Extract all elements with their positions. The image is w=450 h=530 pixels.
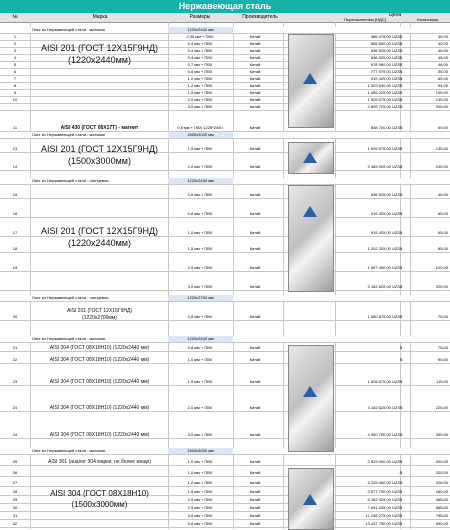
row-maker: Китай [249,284,261,289]
table-row [0,97,450,104]
row-number: 16 [12,211,18,216]
row-stock: 565,00 [435,505,448,510]
section-label: Лист из Нержавеющей стали - матовая [32,448,105,453]
row-stock: 65,00 [437,211,448,216]
row-maker: Китай [249,357,261,362]
row-number: 8 [13,83,17,88]
row-maker: Китай [249,345,261,350]
row-maker: Китай [249,62,261,67]
row-size: 0,6 мм + ПВХ [187,192,213,197]
brand-logo-icon [303,494,317,505]
section-size: 1220x2700 мм [168,295,233,301]
row-currency: $ [400,480,403,485]
row-stock: 75,00 [437,314,448,319]
row-stock: 65,00 [437,230,448,235]
row-number: 26 [12,470,18,475]
row-price: 636 525,00 UZS [370,192,400,197]
row-currency: $ [400,125,403,130]
section-size: 1220x2440 мм [168,336,233,342]
row-price: 7 991 925,00 UZS [367,505,400,510]
row-size: 3,0 мм + ПВХ [187,432,213,437]
row-stock: 40,00 [437,41,448,46]
row-number: 2 [13,41,17,46]
row-price: 2 829 000,00 UZS [367,459,400,464]
row-size: 1,0 мм + ПВХ [187,230,213,235]
row-currency: $ [400,211,403,216]
row-price: 636 525,00 UZS [370,55,400,60]
row-size: 1,2 мм + ПВХ [187,83,213,88]
row-stock: 48,00 [437,62,448,67]
row-size: 1,0 мм + ПВХ [187,459,213,464]
grade-label: AISI 304 (ГОСТ 08Х18Н10) (1500x3000мм) [50,489,149,509]
row-number: 28 [12,489,18,494]
row-stock: 200,00 [435,459,448,464]
row-price: 565 800,00 UZS [370,41,400,46]
product-photo [288,345,334,452]
row-number: 18 [12,246,18,251]
row-price: 5 162 925,00 UZS [367,497,400,502]
brand-logo-icon [303,386,317,397]
row-size: 1,5 мм + ПВХ [187,489,213,494]
row-price: 3 465 525,00 UZS [367,164,400,169]
row-stock: 795,00 [435,513,448,518]
row-stock: 60,00 [437,125,448,130]
row-size: 3,0 мм + ПВХ [187,104,213,109]
row-maker: Китай [249,55,261,60]
row-size: 2,0 мм + ПВХ [187,164,213,169]
grade-label: AISI 304 (ГОСТ 08Х18Н10) (1220x2440 мм) [49,405,150,411]
row-size: 0,8 мм + ПВХ [187,211,213,216]
section-row [0,336,450,343]
page-title: Нержавеющая сталь [0,0,450,13]
brand-logo-icon [303,206,317,217]
row-size: 0,8 мм + ПВХ [187,345,213,350]
row-maker: Китай [249,432,261,437]
row-currency: $ [400,34,403,39]
row-price: 4 950 750,00 UZS [367,432,400,437]
row-number: 32 [12,521,18,526]
header-price: Цена [388,12,402,18]
row-number: 7 [13,76,17,81]
row-price: 777 975,00 UZS [370,69,400,74]
row-size: 1,5 мм + ПВХ [187,146,213,151]
row-maker: Китай [249,521,261,526]
grade-label: AISI 201 (ГОСТ 12Х15Г9НД) (1220x2440мм) [40,226,159,248]
row-maker: Китай [249,513,261,518]
row-price: 848 700,00 UZS [370,125,400,130]
row-stock: 220,00 [435,470,448,475]
row-size: 0,4 мм + ПВХ [187,41,213,46]
row-stock: 45,00 [437,48,448,53]
table-row [0,513,450,520]
row-stock: 75,00 [437,345,448,350]
section-label: Лист из Нержавеющей стали - глянцевая [32,295,109,300]
row-number: 6 [13,69,17,74]
row-number: 19 [12,265,18,270]
section-row [0,448,450,455]
row-currency: $ [400,164,403,169]
row-maker: Китай [249,41,261,46]
row-number: 4 [13,55,17,60]
row-currency: $ [400,41,403,46]
row-maker: Китай [249,125,261,130]
row-currency: $ [400,432,403,437]
row-number: 27 [12,480,18,485]
row-size: 3,0 мм + ПВХ [187,513,213,518]
row-maker: Китай [249,246,261,251]
header-no: № [12,14,18,20]
row-number: 13 [12,146,18,151]
row-maker: Китай [249,405,261,410]
row-stock: 228,00 [435,480,448,485]
table-row [0,265,450,272]
row-maker: Китай [249,146,261,151]
table-row [0,83,450,90]
row-stock: 85,00 [437,246,448,251]
row-number: 10 [12,97,18,102]
row-size: 0,7 мм + ПВХ [187,62,213,67]
row-maker: Китай [249,90,261,95]
section-row [0,178,450,185]
section-label: Лист из Нержавеющей стали - матовая [32,132,105,137]
row-currency: $ [400,192,403,197]
table-row [0,480,450,487]
row-price: 1 697 400,00 UZS [367,265,400,270]
section-row [0,132,450,139]
row-stock: 120,00 [435,265,448,270]
header-stock: Наличными [416,17,439,22]
row-size: 2,0 мм + ПВХ [187,265,213,270]
row-currency: $ [400,76,403,81]
row-stock: 225,00 [435,405,448,410]
row-maker: Китай [249,505,261,510]
row-currency: $ [400,405,403,410]
row-stock: 245,00 [435,164,448,169]
row-maker: Китай [249,314,261,319]
row-maker: Китай [249,97,261,102]
row-currency: $ [400,230,403,235]
grade-label: AISI 301 (аналог 304 марки, но более жеще) [48,459,151,465]
row-currency: $ [400,497,403,502]
table-row [0,211,450,218]
row-currency: $ [400,55,403,60]
table-row [0,104,450,111]
row-maker: Китай [249,470,261,475]
table-row [0,69,450,76]
row-price: 3 182 625,00 UZS [367,405,400,410]
row-currency: $ [400,345,403,350]
row-size: 2,0 мм + ПВХ [187,497,213,502]
section-label: Лист из Нержавеющей стали - матовая [32,336,105,341]
row-maker: Китай [249,192,261,197]
row-stock: 135,00 [435,97,448,102]
row-currency: $ [400,505,403,510]
grade-label: AISI 201 (ГОСТ 12Х15Г9НД) (1220x2700мм) [66,308,133,321]
row-currency: $ [400,146,403,151]
row-stock: 950,00 [435,521,448,526]
row-price: - [398,470,400,475]
row-number: 29 [12,497,18,502]
row-price: 1 202 325,00 UZS [367,246,400,251]
row-currency: $ [400,83,403,88]
row-number: 25 [12,459,18,464]
table-row [0,34,450,41]
row-maker: Китай [249,76,261,81]
product-photo [288,185,334,292]
row-maker: Китай [249,230,261,235]
row-maker: Китай [249,164,261,169]
table-row [0,470,450,477]
section-size: 1220x2440 мм [168,178,233,184]
row-size: 5,0 мм + ПВХ [187,521,213,526]
row-price: 1 626 675,00 UZS [367,379,400,384]
row-number: 21 [12,345,18,350]
row-stock: 45,00 [437,192,448,197]
row-currency: $ [400,459,403,464]
row-currency: $ [400,379,403,384]
row-number: 3 [13,48,17,53]
row-number: 1 [13,34,17,39]
row-size: 0,35 мм + ПВХ [186,34,214,39]
row-currency: $ [400,90,403,95]
table-row [0,521,450,528]
row-stock: 35,00 [437,34,448,39]
row-currency: $ [400,357,403,362]
row-size: 2,0 мм + ПВХ [187,405,213,410]
row-price: 1 909 575,00 UZS [367,146,400,151]
table-row [0,76,450,83]
row-number: 17 [12,230,18,235]
row-number: 20 [12,314,18,319]
table-row [0,284,450,291]
row-maker: Китай [249,459,261,464]
header-vat: Перечисленнем (НДС) [344,17,386,22]
row-currency: $ [400,513,403,518]
grade-label: AISI 201 (ГОСТ 12Х15Г9НД) (1220x2440мм) [40,43,159,65]
row-maker: Китай [249,83,261,88]
grade-label: AISI 304 (ГОСТ 08Х18Н10) (1220x2440 мм) [49,357,150,363]
row-price: 919 425,00 UZS [370,76,400,81]
row-maker: Китай [249,379,261,384]
brand-logo-icon [303,73,317,84]
row-price: 1 909 575,00 UZS [367,97,400,102]
section-size: 1500x3000 мм [168,448,233,454]
grade-label: AISI 201 (ГОСТ 12Х15Г9НД) (1500x3000мм) [40,144,159,166]
row-maker: Китай [249,265,261,270]
row-number: 9 [13,90,17,95]
row-stock: 55,00 [437,69,448,74]
row-stock: 65,00 [437,76,448,81]
row-maker: Китай [249,497,261,502]
row-currency: $ [400,104,403,109]
row-price: 919 425,00 UZS [370,230,400,235]
row-stock: 45,00 [437,55,448,60]
section-size: 1500x3000 мм [168,132,233,138]
row-currency: $ [400,265,403,270]
row-stock: 365,00 [435,497,448,502]
header-maker: Производитель [242,14,278,20]
row-maker: Китай [249,489,261,494]
row-maker: Китай [249,104,261,109]
row-size: 1,5 мм + ПВХ [187,90,213,95]
row-currency: $ [400,521,403,526]
brand-logo-icon [303,152,317,163]
row-currency: $ [400,284,403,289]
row-price: 1 485 225,00 UZS [367,90,400,95]
row-number: 15 [12,192,18,197]
row-currency: $ [400,62,403,67]
row-currency: $ [400,246,403,251]
row-price: 3 182 625,00 UZS [367,284,400,289]
row-size: 1,5 мм + ПВХ [187,379,213,384]
row-stock: 225,00 [435,284,448,289]
row-number: 23 [12,379,18,384]
row-size: 1,0 мм + ПВХ [187,76,213,81]
row-maker: Китай [249,211,261,216]
table-row [0,192,450,199]
row-maker: Китай [249,480,261,485]
row-price: 3 225 060,00 UZS [367,480,400,485]
grade-label: AISI 430 (ГОСТ 08Х17Т) - магнит [60,125,139,131]
row-number: 5 [13,62,17,67]
row-stock: 94,00 [437,83,448,88]
row-number: 24 [12,405,18,410]
row-size: 1,5 мм + ПВХ [187,246,213,251]
row-price: 1 329 630,00 UZS [367,83,400,88]
grade-label: AISI 304 (ГОСТ 08Х18Н10) (1220x2440 мм) [49,345,150,351]
table-header [0,13,450,23]
row-stock: 115,00 [436,379,448,384]
row-size: 0,4 мм + ПВХ [187,55,213,60]
row-size: 0,8 мм + ПВХ 1220*2440 [177,125,223,130]
row-stock: 260,00 [435,489,448,494]
row-size: 3,0 мм + ПВХ [187,284,213,289]
row-price: 11 245 275,00 UZS [365,513,400,518]
row-stock: 105,00 [435,90,448,95]
row-maker: Китай [249,34,261,39]
header-mark: Марка [92,14,108,20]
row-currency: $ [400,489,403,494]
header-sizes: Размеры [189,14,211,20]
row-number: 22 [12,357,18,362]
product-photo [288,142,334,174]
row-number: 31 [12,513,18,518]
row-size: 0,8 мм + ПВХ [187,69,213,74]
grade-label: AISI 304 (ГОСТ 08Х18Н10) (1220x2440 мм) [49,432,150,438]
grade-label: AISI 304 (ГОСТ 08Х18Н10) (1220x2440 мм) [49,379,150,385]
row-size: 2,0 мм + ПВХ [187,97,213,102]
row-size: 2,5 мм + ПВХ [187,505,213,510]
row-number: 14 [12,164,18,169]
row-number: 11 [12,125,18,130]
row-stock: 135,00 [435,146,448,151]
row-stock: 205,00 [435,104,448,109]
row-size: 0,4 мм + ПВХ [187,48,213,53]
section-row [0,27,450,34]
row-currency: $ [400,48,403,53]
row-price: 3 677 700,00 UZS [367,489,400,494]
row-size: 1,0 мм + ПВХ [187,470,213,475]
row-currency: $ [400,97,403,102]
row-size: 0,8 мм + ПВХ [187,314,213,319]
row-currency: $ [400,470,403,475]
row-price: 919 425,00 UZS [370,211,400,216]
row-number: 30 [12,505,18,510]
row-maker: Китай [249,69,261,74]
row-size: 1,0 мм + ПВХ [187,357,213,362]
row-maker: Китай [249,48,261,53]
row-price: 13 437 750,00 UZS [365,521,400,526]
row-currency: $ [400,69,403,74]
row-price: 2 899 725,00 UZS [367,104,400,109]
section-label: Лист из Нержавеющей стали - глянцевая [32,178,109,183]
row-price: 678 960,00 UZS [370,62,400,67]
row-stock: 90,00 [437,357,448,362]
row-price: 636 525,00 UZS [370,48,400,53]
row-currency: $ [400,314,403,319]
row-price: 485 075,00 UZS [370,34,400,39]
row-size: 1,2 мм + ПВХ [187,480,213,485]
section-size: 1220x2440 мм [168,27,233,33]
product-photo [288,468,334,530]
product-photo [288,34,334,128]
row-number: 24 [12,432,18,437]
section-row [0,295,450,302]
row-price: 1 060 875,00 UZS [367,314,400,319]
section-label: Лист из Нержавеющей стали - матовая [32,27,105,32]
table-row [0,90,450,97]
row-stock: 350,00 [435,432,448,437]
